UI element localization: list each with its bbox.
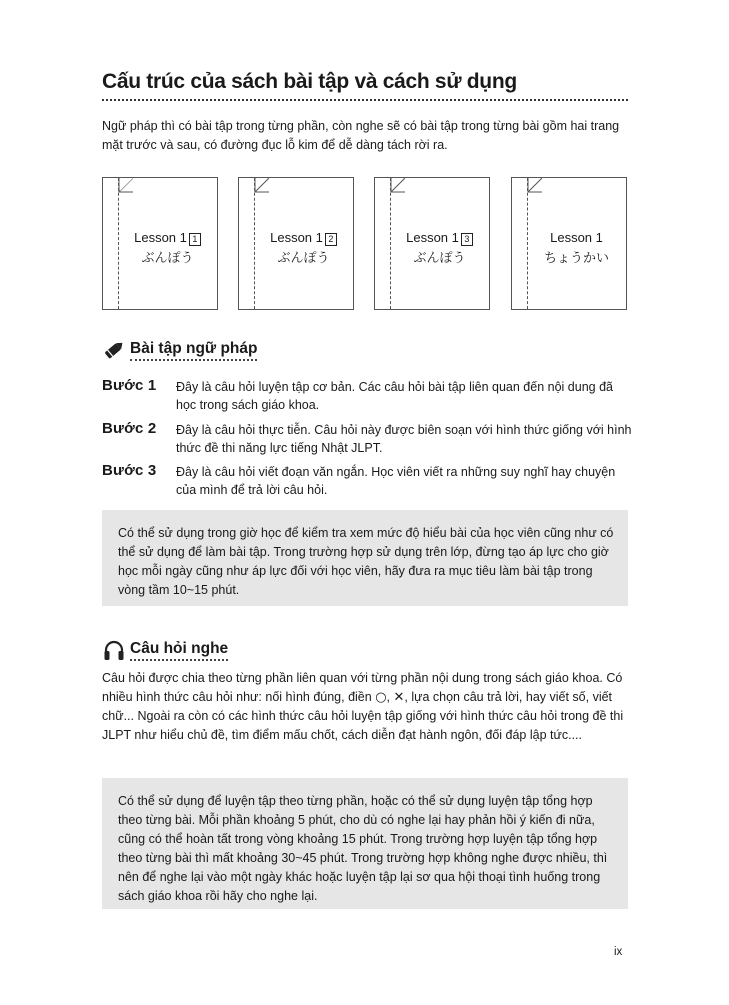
listening-heading-text: Câu hỏi nghe: [130, 640, 228, 661]
circle-symbol: ○: [375, 690, 387, 705]
boxed-number: 1: [189, 233, 201, 246]
grammar-note-text: Có thể sử dụng trong giờ học để kiểm tra xem mức độ hiểu bài của học viên cũng như có thể sử dụng để làm bài tập. Trong trường hợp sử dụng trên lớp, đừng tạo áp lực cho giờ học mỗi ngày cũng như áp lực đối với học viên, hãy đưa ra mục tiêu làm bài tập trong vòng tầm 10~15 phút.: [118, 526, 614, 597]
workbook-card-4: [511, 177, 627, 310]
boxed-number: 2: [325, 233, 337, 246]
page-title: Cấu trúc của sách bài tập và cách sử dụng: [102, 70, 517, 93]
step-3-label: Bước 3: [102, 462, 157, 479]
cross-symbol: ✕: [393, 690, 405, 705]
grammar-note-box: [102, 510, 628, 606]
headphones-icon: [102, 638, 126, 662]
step-3-text: Đây là câu hỏi viết đoạn văn ngắn. Học viên viết ra những suy nghĩ hay chuyện của mình để trả lời câu hỏi.: [176, 465, 616, 497]
step-1-label: Bước 1: [102, 377, 157, 394]
listening-paragraph: Câu hỏi được chia theo từng phần liên quan với từng phần nội dung trong sách giáo khoa. Có nhiều hình thức câu hỏi như: nối hình đúng, điền ○, ✕, lựa chọn câu trả lời, hay viết số, viết chữ... Ngoài ra còn có các hình thức câu hỏi luyện tập giống với hình thức câu hỏi trong đề thi JLPT như hiểu chủ đề, tìm điểm mấu chốt, cách diễn đạt hành ngôn, đối đáp lập tức....: [102, 671, 624, 742]
intro-paragraph: Ngữ pháp thì có bài tập trong từng phần, còn nghe sẽ có bài tập trong từng bài gồm hai trang mặt trước và sau, có đường đục lỗ kim để dễ dàng tách rời ra.: [102, 119, 620, 152]
title-dotted-rule: [102, 99, 628, 101]
pencil-icon: [102, 338, 126, 362]
card-label: Lesson 1 ちょうかい: [543, 230, 609, 265]
workbook-card-3: [374, 177, 490, 310]
step-2-label: Bước 2: [102, 420, 157, 437]
grammar-section-heading: [102, 338, 257, 362]
listening-note-box: [102, 778, 628, 909]
listening-section-heading: [102, 638, 228, 662]
grammar-heading-text: Bài tập ngữ pháp: [130, 340, 257, 361]
listening-note-text: Có thể sử dụng để luyện tập theo từng phần, hoặc có thể sử dụng luyện tập tổng hợp theo từng bài. Mỗi phần khoảng 5 phút, cho dù có nghe lại hay phản hồi ý kiến đi nữa, cũng có thể hoàn tất trong vòng khoảng 15 phút. Trong trường hợp luyện tập tổng hợp theo từng bài thì mất khoảng 30~45 phút. Trong trường hợp không nghe được nhiều, thì nên để nghe lại vào một ngày khác hoặc luyện tập lại sơ qua hội thoại tình huống trong sách giáo khoa rồi hãy cho nghe lại.: [118, 794, 608, 903]
step-2-text: Đây là câu hỏi thực tiễn. Câu hỏi này được biên soạn với hình thức giống với hình thức đề thi năng lực tiếng Nhật JLPT.: [176, 423, 632, 455]
workbook-card-2: [238, 177, 354, 310]
card-label: Lesson 1 1 ぶんぽう: [118, 228, 217, 268]
card-label: Lesson 1 2 ぶんぽう: [254, 228, 353, 268]
card-label: Lesson 1 3 ぶんぽう: [390, 228, 489, 268]
workbook-card-1: [102, 177, 218, 310]
step-1-text: Đây là câu hỏi luyện tập cơ bản. Các câu hỏi bài tập liên quan đến nội dung đã học trong sách giáo khoa.: [176, 380, 613, 412]
page-number: ix: [614, 946, 623, 958]
boxed-number: 3: [461, 233, 473, 246]
